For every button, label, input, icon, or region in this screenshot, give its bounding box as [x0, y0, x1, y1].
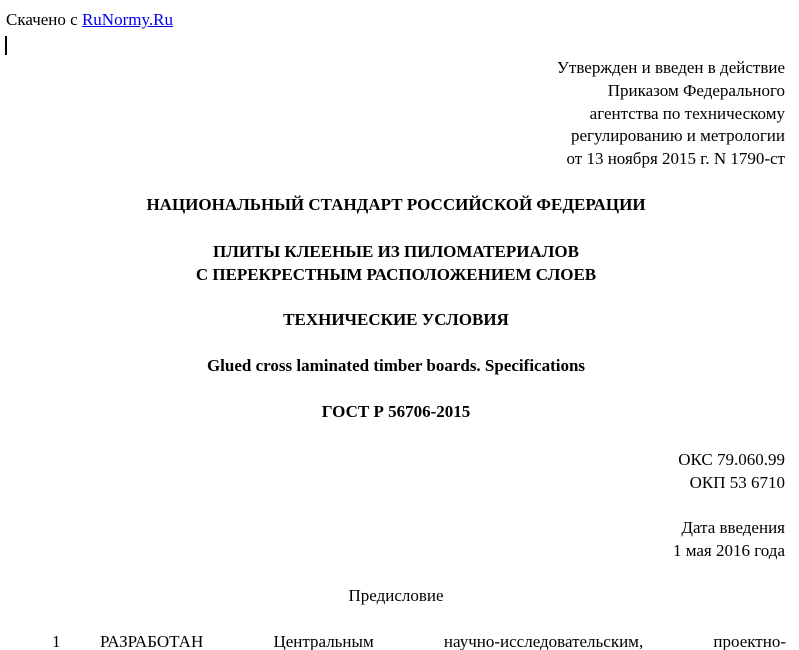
approval-line: от 13 ноября 2015 г. N 1790-ст	[566, 149, 785, 169]
item-number: 1	[52, 632, 61, 650]
document-subtitle: ТЕХНИЧЕСКИЕ УСЛОВИЯ	[283, 310, 509, 329]
source-line	[6, 10, 173, 30]
standard-designation: ГОСТ Р 56706-2015	[321, 402, 471, 421]
english-title: Glued cross laminated timber boards. Specifications	[206, 356, 586, 375]
classification-codes	[678, 449, 785, 494]
standard-heading: НАЦИОНАЛЬНЫЙ СТАНДАРТ РОССИЙСКОЙ ФЕДЕРАЦИИ	[146, 195, 646, 214]
approval-line: Утвержден и введен в действие	[556, 58, 785, 77]
foreword-item	[0, 632, 799, 650]
introduction-date	[673, 517, 785, 562]
item-text: РАЗРАБОТАН Центральным научно-исследовательским, проектно-	[100, 632, 786, 650]
document-title	[0, 241, 792, 286]
intro-date-label: Дата введения	[681, 518, 785, 537]
title-line-2: С ПЕРЕКРЕСТНЫМ РАСПОЛОЖЕНИЕМ СЛОЕВ	[195, 264, 597, 284]
text-cursor	[5, 36, 7, 55]
intro-date-value: 1 мая 2016 года	[672, 540, 785, 560]
approval-line: регулированию и метрологии	[570, 126, 785, 146]
source-link[interactable]: RuNormy.Ru	[81, 10, 173, 29]
oks-code: ОКС 79.060.99	[678, 450, 785, 469]
approval-line: агентства по техническому	[589, 103, 785, 123]
approval-block	[557, 57, 785, 171]
okp-code: ОКП 53 6710	[689, 472, 785, 492]
title-line-1: ПЛИТЫ КЛЕЕНЫЕ ИЗ ПИЛОМАТЕРИАЛОВ	[213, 242, 579, 261]
source-prefix: Скачено с	[6, 10, 82, 29]
approval-line: Приказом Федерального	[607, 80, 785, 100]
foreword-heading: Предисловие	[348, 586, 444, 605]
